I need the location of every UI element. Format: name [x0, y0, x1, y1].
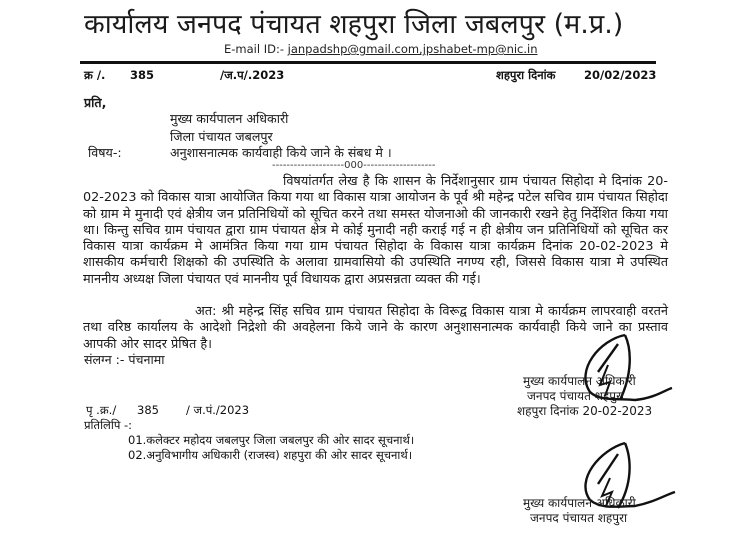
- body-paragraph-1: [83, 174, 668, 288]
- enclosure-text: संलग्न :- पंचनामा: [84, 352, 165, 367]
- email-label: E-mail ID:-: [224, 42, 288, 56]
- copy-item-2: 02.अनुविभागीय अधिकारी (राजस्व) शहपुरा की ओर सादर सूचनार्थ।: [128, 448, 413, 462]
- copy-ref-suffix: / ज.पं./2023: [186, 403, 250, 417]
- separator-line: --------------------000--------------------: [272, 160, 436, 171]
- subject-label: विषय-:: [88, 145, 122, 160]
- ref-number: 385: [130, 68, 155, 82]
- ref-suffix: /ज.प/.2023: [220, 68, 285, 82]
- subject-text: अनुशासनात्मक कार्यवाही किये जाने के संबध मे ।: [170, 145, 392, 160]
- paragraph-1-text: विषयांतर्गत लेख है कि शासन के निर्देशानुसार ग्राम पंचायत सिहोदा मे दिनांक 20-02-2023 को विकास यात्रा आयोजित किया गया था विकास यात्रा आयोजन के पूर्व श्री महेन्द्र पटेल सचिव ग्राम पंचायत सिहोदा को ग्राम मे मुनादी एवं क्षेत्रीय जन प्रतिनिधियों को सूचित करने तथा समस्त योजनाओ की जानकारी रखने हेतु निर्देशित किया गया था। किन्तु सचिव ग्राम पंचायत द्वारा ग्राम पंचायत क्षेत्र मे कोई मुनादी नही कराई गई न ही क्षेत्रीय जन प्रतिनिधियों को सूचित कर विकास यात्रा कार्यक्रम मे आमंत्रित किया गया ग्राम पंचायत सिहोदा के विकास यात्रा कार्यक्रम दिनांक 20-02-2023 मे शासकीय कर्मचारी शिक्षको की उपस्थिति के अलावा ग्रामवासियो की उपस्थिति नगण्य रही, जिससे विकास यात्रा मे उपस्थित माननीय अध्यक्ष जिला पंचायत एवं माननीय पूर्व विधायक द्वारा अप्रसन्नता व्यक्त की गई।: [83, 174, 668, 287]
- copy-ref-number: 385: [137, 403, 159, 417]
- ref-date: 20/02/2023: [584, 68, 657, 82]
- email-line: [224, 42, 538, 56]
- signature-2-office: जनपद पंचायत शहपुरा: [530, 511, 628, 525]
- prati-label: प्रति,: [84, 95, 107, 110]
- signature-1-designation: मुख्य कार्यपालन अधिकारी: [523, 374, 636, 388]
- addressee-line1: मुख्य कार्यपालन अधिकारी: [170, 111, 289, 126]
- ref-kra-label: क्र /.: [84, 68, 106, 82]
- signature-2-designation: मुख्य कार्यपालन अधिकारी: [523, 496, 636, 510]
- signature-1-office: जनपद पंचायत शहपुरा: [527, 389, 625, 403]
- signature-1-place-date: शहपुरा दिनांक 20-02-2023: [517, 404, 653, 418]
- email-addresses[interactable]: janpadshp@gmail.com,jpshabet-mp@nic.in: [287, 42, 538, 56]
- header-divider: [80, 61, 656, 64]
- pratilipi-label: प्रतिलिपि -:: [84, 418, 133, 432]
- addressee-line2: जिला पंचायत जबलपुर: [170, 129, 273, 144]
- paragraph-2-text: अत: श्री महेन्द्र सिंह सचिव ग्राम पंचायत सिहोदा के विरूद्व विकास यात्रा मे कार्यक्रम लापरवाही वरतने तथा वरिष्ठ कार्यालय के आदेशो निद्रेशो की अवहेलना किये जाने के कारण अनुशासनात्मक कार्यवाही किये जाने का प्रस्ताव आपकी ओर सादर प्रेषित है।: [83, 304, 668, 352]
- letterhead-title: कार्यालय जनपद पंचायत शहपुरा जिला जबलपुर (म.प्र.): [84, 9, 624, 40]
- ref-place-date-label: शहपुरा दिनांक: [496, 68, 556, 82]
- copy-item-1: 01.कलेक्टर महोदय जबलपुर जिला जबलपुर की ओर सादर सूचनार्थ।: [128, 433, 415, 447]
- copy-ref-label: पृ .क्र./: [86, 403, 117, 417]
